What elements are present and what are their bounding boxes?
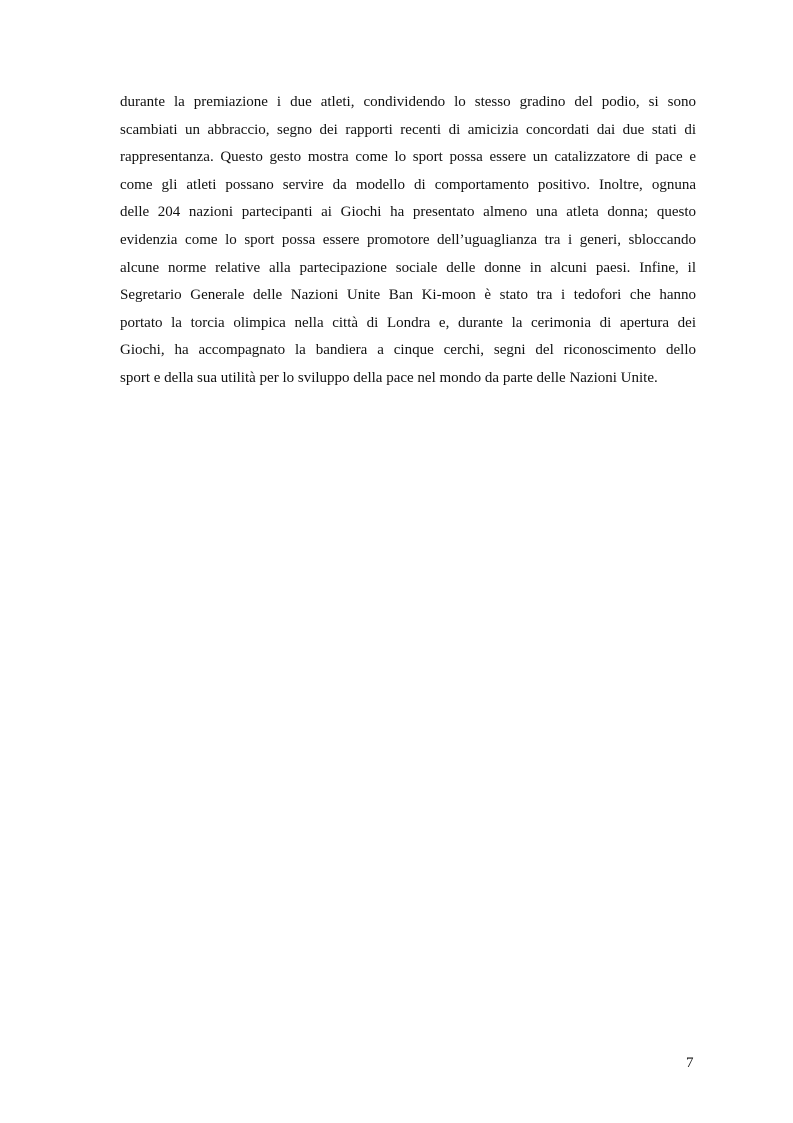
paragraph-line: durante la premiazione i due atleti, condividendo lo stesso gradino del podio, si sono	[120, 94, 696, 110]
page-number: 7	[686, 1055, 694, 1071]
paragraph-line: scambiati un abbraccio, segno dei rapporti recenti di amicizia concordati dai due stati di	[120, 121, 696, 138]
paragraph-line: alcune norme relative alla partecipazione sociale delle donne in alcuni paesi. Infine, il	[120, 259, 696, 276]
paragraph-line: sport e della sua utilità per lo sviluppo della pace nel mondo da parte delle Nazioni Unite.	[120, 369, 658, 386]
paragraph-line: portato la torcia olimpica nella città di Londra e, durante la cerimonia di apertura dei	[120, 314, 696, 331]
paragraph-line: evidenzia come lo sport possa essere promotore dell’uguaglianza tra i generi, sbloccando	[120, 231, 696, 248]
paragraph-line: Segretario Generale delle Nazioni Unite Ban Ki-moon è stato tra i tedofori che hanno	[120, 287, 696, 304]
paragraph-line: Giochi, ha accompagnato la bandiera a cinque cerchi, segni del riconoscimento dello	[120, 342, 696, 359]
paragraph-line: rappresentanza. Questo gesto mostra come lo sport possa essere un catalizzatore di pace e	[120, 149, 696, 166]
body-paragraph	[120, 89, 696, 393]
paragraph-line: come gli atleti possano servire da modello di comportamento positivo. Inoltre, ognuna	[120, 176, 696, 193]
paragraph-line: delle 204 nazioni partecipanti ai Giochi ha presentato almeno una atleta donna; questo	[120, 204, 696, 221]
